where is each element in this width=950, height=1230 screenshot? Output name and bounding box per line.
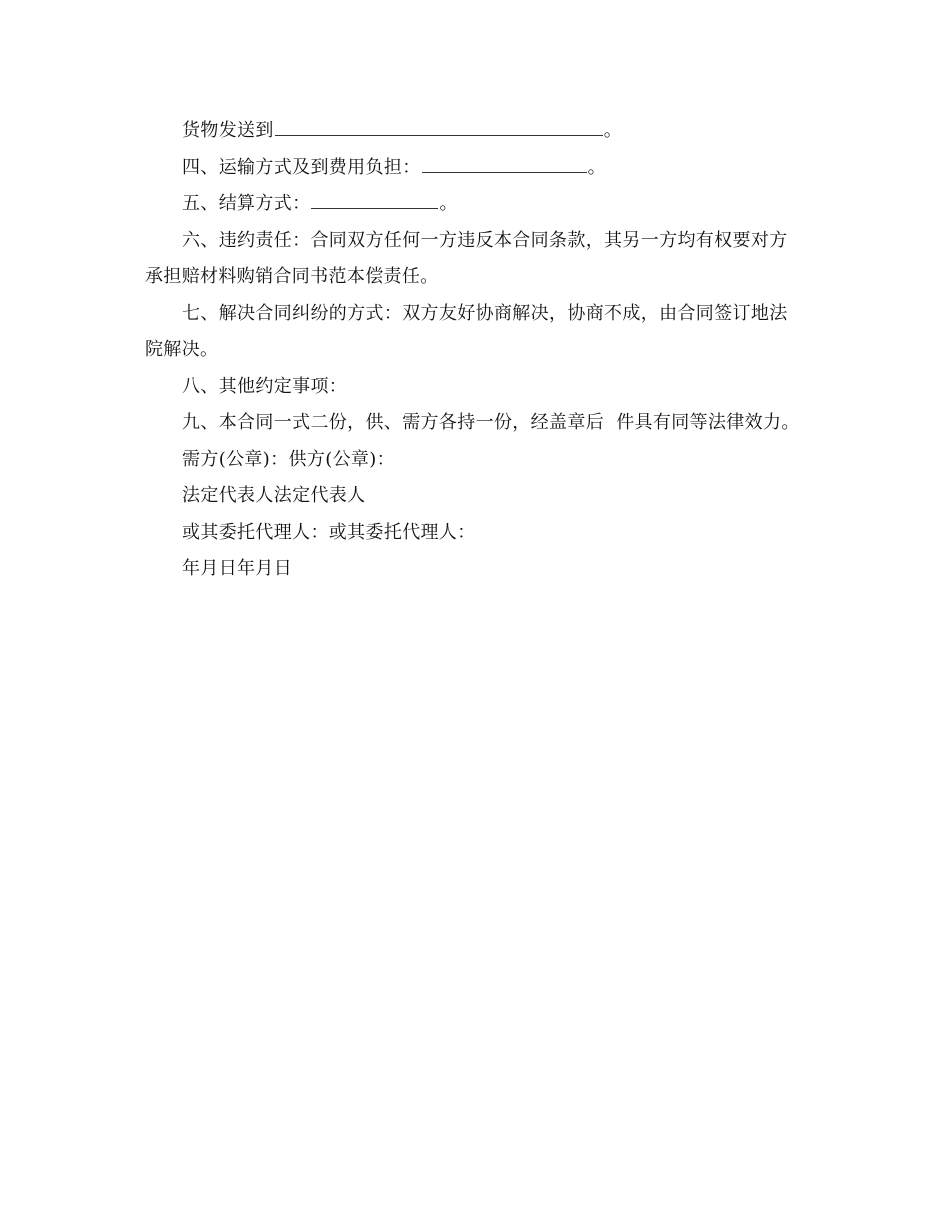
delivery-blank [275, 121, 603, 136]
clause-6-breach: 六、违约责任：合同双方任何一方违反本合同条款，其另一方均有权要对方承担赔材料购销合同书范本偿责任。 [145, 229, 788, 287]
clause-9-copies: 九、本合同一式二份，供、需方各持一份，经盖章后 件具有同等法律效力。 [182, 412, 800, 433]
signature-agents: 或其委托代理人：或其委托代理人： [182, 521, 476, 543]
clause-5-blank [311, 194, 438, 209]
delivery-end: 。 [603, 120, 623, 141]
signature-dates: 年月日年月日 [182, 558, 293, 579]
clause-5-settlement [145, 186, 805, 223]
clause-5-end: 。 [439, 193, 458, 214]
clause-4-blank [422, 158, 587, 173]
clause-4-label: 四、运输方式及到费用负担： [182, 156, 421, 178]
signature-representatives: 法定代表人法定代表人 [182, 485, 366, 506]
clause-8-other: 八、其他约定事项： [182, 375, 348, 397]
clause-4-transport [145, 150, 805, 187]
clause-4-end: 。 [587, 156, 606, 178]
clause-7-disputes: 七、解决合同纠纷的方式：双方友好协商解决，协商不成，由合同签订地法院解决。 [145, 302, 788, 360]
contract-body [145, 113, 805, 588]
delivery-clause [145, 113, 805, 150]
signature-parties: 需方(公章)：供方(公章)： [182, 448, 395, 470]
clause-5-label: 五、结算方式： [182, 193, 311, 214]
delivery-label: 货物发送到 [182, 120, 274, 141]
